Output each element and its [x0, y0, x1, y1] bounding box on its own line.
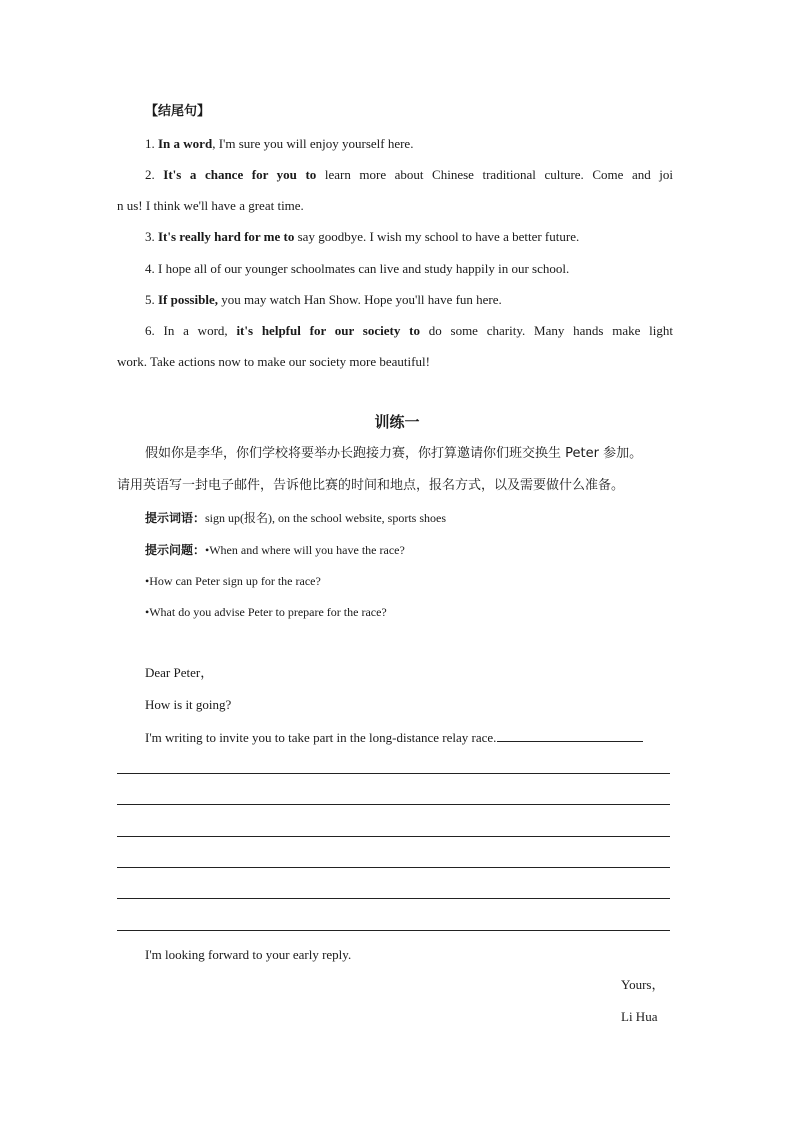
answer-line-2[interactable] [117, 804, 670, 805]
answer-line-1[interactable] [117, 773, 670, 774]
hint-words: 提示词语：sign up(报名), on the school website, sports shoes [145, 511, 446, 525]
letter-line-2: I'm writing to invite you to take part in the long-distance relay race. [145, 729, 673, 746]
letter-greeting: Dear Peter， [145, 665, 214, 680]
closing-sentence-2-cont: n us! I think we'll have a great time. [117, 198, 304, 213]
hint-question-2: •How can Peter sign up for the race? [145, 574, 321, 588]
closing-sentence-6-cont: work. Take actions now to make our society more beautiful! [117, 354, 430, 369]
letter-signature: Li Hua [621, 1009, 658, 1024]
answer-line-3[interactable] [117, 836, 670, 837]
letter-closing-line: I'm looking forward to your early reply. [145, 947, 352, 962]
closing-sentence-6: 6. In a word, it's helpful for our society to do some charity. Many hands make light [145, 323, 673, 338]
answer-line-5[interactable] [117, 898, 670, 899]
exercise-prompt-line-2: 请用英语写一封电子邮件，告诉他比赛的时间和地点，报名方式，以及需要做什么准备。 [117, 478, 625, 493]
hint-question-3: •What do you advise Peter to prepare for the race? [145, 605, 387, 619]
answer-blank[interactable] [497, 729, 643, 742]
closing-heading: 【结尾句】 [145, 104, 211, 119]
exercise-prompt-line-1: 假如你是李华，你们学校将要举办长跑接力赛，你打算邀请你们班交换生 Peter 参加。 [145, 446, 643, 461]
closing-sentence-2: 2. It's a chance for you to learn more about Chinese traditional culture. Come and joi [145, 167, 673, 182]
closing-sentence-3: 3. It's really hard for me to say goodbye. I wish my school to have a better future. [145, 229, 580, 244]
letter-signoff: Yours， [621, 977, 665, 992]
answer-line-4[interactable] [117, 867, 670, 868]
closing-sentence-1: 1. In a word, I'm sure you will enjoy yourself here. [145, 136, 414, 151]
letter-line-1: How is it going? [145, 697, 232, 712]
hint-questions: 提示问题：•When and where will you have the race? [145, 543, 405, 557]
closing-sentence-4: 4. I hope all of our younger schoolmates can live and study happily in our school. [145, 261, 570, 276]
answer-line-6[interactable] [117, 930, 670, 931]
closing-sentence-5: 5. If possible, you may watch Han Show. Hope you'll have fun here. [145, 292, 502, 307]
exercise-title: 训练一 [374, 413, 420, 431]
